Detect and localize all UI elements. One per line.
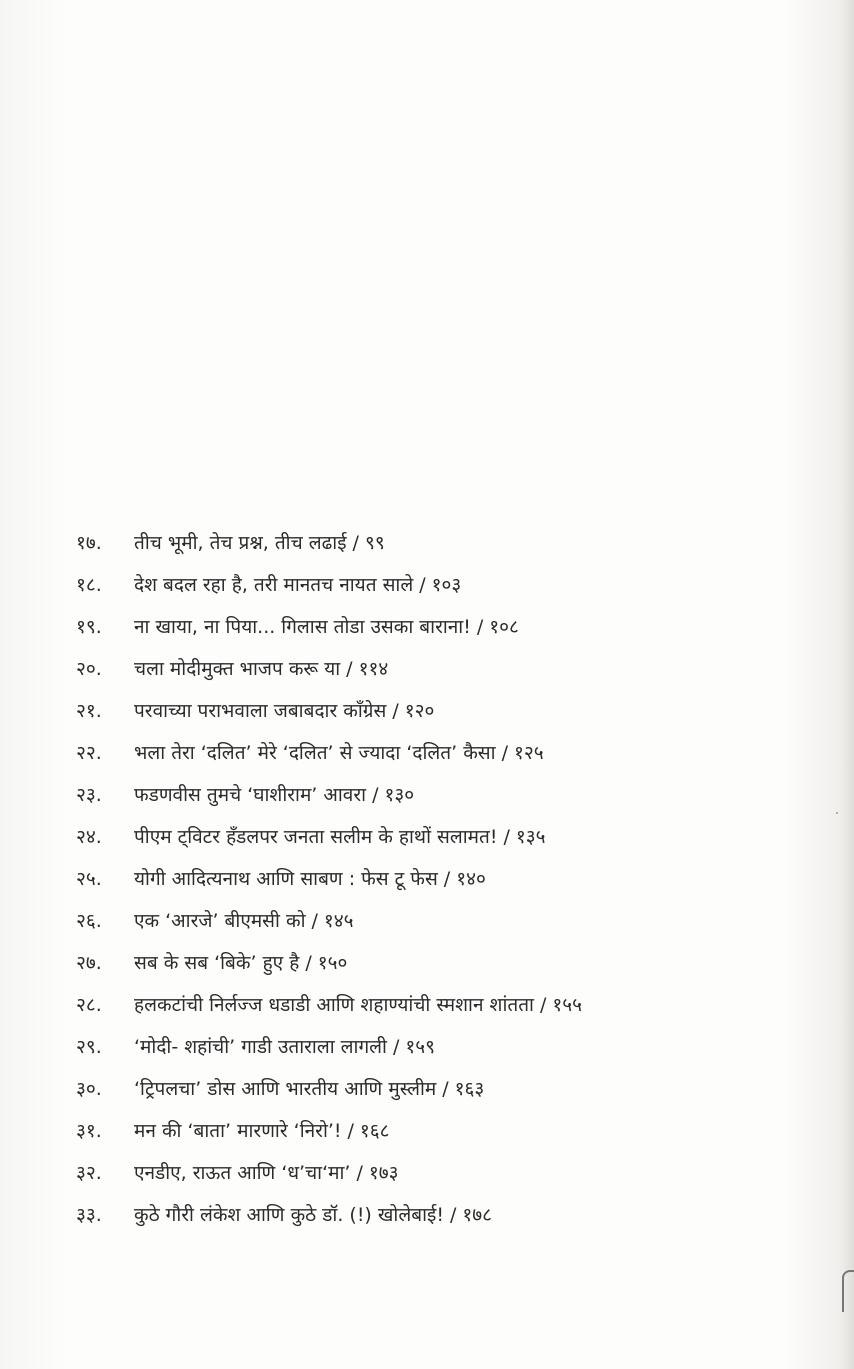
- page-number: १०३: [431, 574, 462, 596]
- toc-entry: [76, 648, 816, 690]
- chapter-title: भला तेरा ‘दलित’ मेरे ‘दलित’ से ज्यादा ‘दलित’ कैसा: [134, 742, 496, 764]
- toc-entry: [76, 984, 816, 1026]
- toc-entry: [76, 1068, 816, 1110]
- separator: /: [501, 742, 508, 764]
- toc-entry: [76, 690, 816, 732]
- separator: /: [352, 532, 359, 554]
- chapter-number: २१.: [76, 700, 102, 722]
- chapter-title: एक ‘आरजे’ बीएमसी को: [134, 910, 306, 932]
- separator: /: [347, 1120, 354, 1142]
- page-number: १७८: [462, 1204, 492, 1226]
- chapter-number: २२.: [76, 742, 102, 764]
- page-number: ११४: [358, 658, 389, 680]
- toc-entry: [76, 858, 816, 900]
- page-number: १४०: [456, 868, 486, 890]
- separator: /: [356, 1162, 363, 1184]
- paper-speck: [836, 812, 838, 814]
- chapter-title: पीएम ट्विटर हँडलपर जनता सलीम के हाथों सलामत!: [134, 826, 498, 848]
- chapter-number: २९.: [76, 1036, 102, 1058]
- chapter-number: २८.: [76, 994, 102, 1016]
- chapter-title: चला मोदीमुक्त भाजप करू या: [134, 658, 341, 680]
- separator: /: [442, 1078, 449, 1100]
- chapter-title: ‘मोदी- शहांची’ गाडी उताराला लागली: [134, 1036, 387, 1058]
- separator: /: [449, 1204, 457, 1226]
- page-number: १२५: [513, 742, 544, 764]
- separator: /: [503, 826, 510, 848]
- page-number: १६३: [454, 1078, 485, 1100]
- page-number: १२०: [404, 700, 435, 722]
- chapter-title: देश बदल रहा है, तरी मानतच नायत साले: [134, 574, 414, 596]
- chapter-title: सब के सब ‘बिके’ हुए है: [134, 952, 300, 974]
- separator: /: [372, 784, 379, 806]
- chapter-title: एनडीए, राऊत आणि ‘ध’चा‘मा’: [134, 1162, 351, 1184]
- chapter-title: तीच भूमी, तेच प्रश्न, तीच लढाई: [134, 532, 347, 554]
- page-number: १३०: [384, 784, 415, 806]
- page-number: १५९: [405, 1036, 436, 1058]
- separator: /: [392, 1036, 400, 1058]
- toc-entry: [76, 774, 816, 816]
- page-corner-mark: [842, 1270, 854, 1312]
- table-of-contents: [76, 522, 816, 1236]
- chapter-number: २०.: [76, 658, 102, 680]
- chapter-title: फडणवीस तुमचे ‘घाशीराम’ आवरा: [134, 784, 367, 806]
- separator: /: [419, 574, 426, 596]
- chapter-number: २४.: [76, 826, 102, 848]
- page-number: ९९: [364, 532, 385, 554]
- separator: /: [346, 658, 353, 680]
- toc-entry: [76, 1194, 816, 1236]
- separator: /: [311, 910, 318, 932]
- toc-entry: [76, 816, 816, 858]
- chapter-title: ‘ट्रिपलचा’ डोस आणि भारतीय आणि मुस्लीम: [134, 1078, 437, 1100]
- toc-entry: [76, 900, 816, 942]
- toc-entry: [76, 1152, 816, 1194]
- chapter-number: २३.: [76, 784, 102, 806]
- page-number: १४५: [323, 910, 354, 932]
- chapter-number: २७.: [76, 952, 102, 974]
- chapter-number: २६.: [76, 910, 102, 932]
- toc-entry: [76, 564, 816, 606]
- page-number: १६८: [359, 1120, 390, 1142]
- toc-entry: [76, 1110, 816, 1152]
- page-edge-shadow: [840, 0, 854, 1369]
- page-number: १७३: [368, 1162, 399, 1184]
- toc-entry: [76, 942, 816, 984]
- separator: /: [476, 616, 484, 638]
- chapter-number: १८.: [76, 574, 102, 596]
- chapter-title: हलकटांची निर्लज्ज धडाडी आणि शहाण्यांची स्मशान शांतता: [134, 994, 534, 1016]
- chapter-number: २५.: [76, 868, 102, 890]
- separator: /: [392, 700, 399, 722]
- toc-entry: [76, 1026, 816, 1068]
- separator: /: [443, 868, 451, 890]
- toc-entry: [76, 522, 816, 564]
- chapter-number: १९.: [76, 616, 102, 638]
- chapter-title: योगी आदित्यनाथ आणि साबण : फेस टू फेस: [134, 868, 438, 890]
- toc-entry: [76, 606, 816, 648]
- chapter-title: मन की ‘बाता’ मारणारे ‘निरो’!: [134, 1120, 342, 1142]
- chapter-number: १७.: [76, 532, 102, 554]
- chapter-title: परवाच्या पराभवाला जबाबदार काँग्रेस: [134, 700, 387, 722]
- chapter-title: ना खाया, ना पिया... गिलास तोडा उसका बाराना!: [134, 616, 471, 638]
- toc-entry: [76, 732, 816, 774]
- separator: /: [305, 952, 312, 974]
- separator: /: [539, 994, 547, 1016]
- chapter-number: ३१.: [76, 1120, 102, 1142]
- page-number: १३५: [515, 826, 546, 848]
- chapter-number: ३०.: [76, 1078, 102, 1100]
- page-number: १५५: [552, 994, 583, 1016]
- chapter-number: ३३.: [76, 1204, 102, 1226]
- page-number: १५०: [317, 952, 348, 974]
- chapter-number: ३२.: [76, 1162, 102, 1184]
- chapter-title: कुठे गौरी लंकेश आणि कुठे डॉ. (!) खोलेबाई!: [134, 1204, 444, 1226]
- page-number: १०८: [489, 616, 519, 638]
